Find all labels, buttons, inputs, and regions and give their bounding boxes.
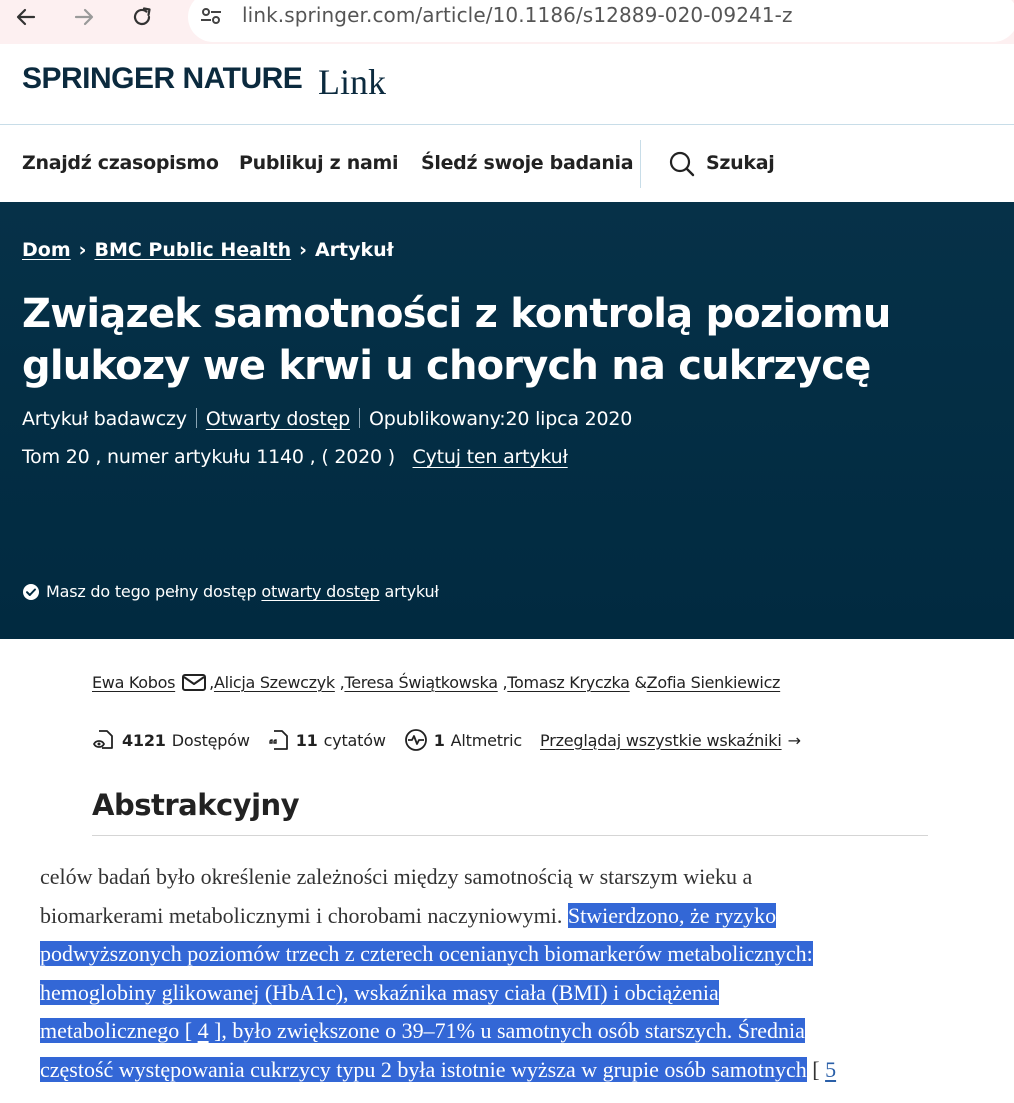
- author-separator: &: [634, 672, 647, 692]
- abstract-body: [40, 858, 980, 1089]
- site-header: [0, 44, 1014, 125]
- author-separator: ,: [209, 672, 214, 692]
- author-link[interactable]: Zofia Sienkiewicz: [646, 672, 781, 692]
- brand-logo[interactable]: SPRINGER NATURE: [22, 62, 303, 95]
- reference-link[interactable]: 4: [197, 1018, 209, 1043]
- abstract-line: [40, 974, 980, 1013]
- title-line: glukozy we krwi u chorych na cukrzycę: [22, 343, 871, 389]
- selected-text-part: ], było zwiększone o 39–71% u samotnych osób starszych. Średnia: [208, 1018, 805, 1043]
- selected-text-part: metabolicznego [: [40, 1018, 198, 1043]
- accesses-value: 4121: [122, 730, 166, 750]
- divider: [359, 408, 360, 428]
- arrow-left-icon: [15, 6, 37, 28]
- title-line: Związek samotności z kontrolą poziomu: [22, 291, 891, 337]
- divider: [196, 408, 197, 428]
- citation-meta: [22, 446, 568, 468]
- abstract-line: [40, 897, 980, 936]
- cite-article-link[interactable]: Cytuj ten artykuł: [412, 446, 568, 468]
- article-type: Artykuł badawczy: [22, 408, 187, 430]
- arrow-right-icon: [73, 6, 95, 28]
- view-all-metrics-link[interactable]: Przeglądaj wszystkie wskaźniki: [540, 730, 782, 750]
- access-notice: [22, 582, 439, 601]
- article-hero: [0, 202, 1014, 639]
- author-link[interactable]: Teresa Świątkowska: [344, 672, 498, 692]
- nav-track-research[interactable]: Śledź swoje badania: [421, 152, 634, 174]
- breadcrumb-home[interactable]: Dom: [22, 239, 71, 261]
- abstract-heading: Abstrakcyjny: [92, 788, 300, 822]
- abstract-line: [40, 1012, 980, 1051]
- browser-toolbar: [0, 0, 1014, 44]
- abstract-text: celów badań było określenie zależności między samotnością w starszym wieku a: [40, 864, 753, 889]
- citations-label: cytatów: [323, 730, 386, 750]
- accesses-label: Dostępów: [171, 730, 250, 750]
- author-link[interactable]: Ewa Kobos: [92, 672, 176, 692]
- nav-find-journal[interactable]: Znajdź czasopismo: [22, 152, 219, 174]
- altmetric-icon: [404, 728, 428, 752]
- author-list: [92, 672, 780, 692]
- abstract-text: [: [806, 1056, 826, 1082]
- page-title: [22, 288, 962, 392]
- accesses-metric: [92, 728, 250, 752]
- open-access-link[interactable]: Otwarty dostęp: [205, 408, 350, 430]
- reference-link[interactable]: 5: [825, 1056, 837, 1082]
- abstract-text: biomarkerami metabolicznymi i chorobami naczyniowymi.: [40, 902, 568, 928]
- article-meta: [22, 408, 632, 430]
- access-notice-suffix: artykuł: [384, 582, 439, 601]
- forward-button[interactable]: [64, 0, 104, 34]
- search-button-label[interactable]: Szukaj: [706, 152, 775, 174]
- envelope-icon[interactable]: [181, 672, 207, 692]
- nav-divider: [640, 140, 641, 188]
- breadcrumb-journal[interactable]: BMC Public Health: [94, 239, 292, 261]
- author-link[interactable]: Tomasz Kryczka: [507, 672, 630, 692]
- breadcrumb: [22, 239, 394, 261]
- author-link[interactable]: Alicja Szewczyk: [213, 672, 335, 692]
- main-navigation: [0, 126, 1014, 202]
- altmetric-label: Altmetric: [450, 730, 523, 750]
- check-circle-icon: [22, 583, 40, 601]
- altmetric-metric: [404, 728, 522, 752]
- abstract-line: [40, 1051, 980, 1090]
- citations-metric: [268, 728, 386, 752]
- selected-text: częstość występowania cukrzycy typu 2 była istotnie wyższa w grupie osób samotnych: [40, 1056, 807, 1082]
- reload-button[interactable]: [122, 0, 162, 34]
- published-date: Opublikowany:20 lipca 2020: [368, 408, 633, 430]
- nav-publish-with-us[interactable]: Publikuj z nami: [239, 152, 399, 174]
- volume-info: Tom 20 , numer artykułu 1140 , ( 2020 ): [22, 446, 395, 468]
- article-metrics: [92, 728, 801, 752]
- reload-icon: [131, 6, 153, 28]
- breadcrumb-current: Artykuł: [314, 239, 394, 261]
- altmetric-value: 1: [433, 730, 445, 750]
- back-button[interactable]: [6, 0, 46, 34]
- selected-text: podwyższonych poziomów trzech z czterech ocenianych biomarkerów metabolicznych:: [40, 941, 813, 966]
- selected-text: hemoglobiny glikowanej (HbA1c), wskaźnika masy ciała (BMI) i obciążenia: [40, 979, 719, 1005]
- access-notice-text: Masz do tego pełny dostęp: [46, 582, 257, 601]
- abstract-line: [40, 935, 980, 974]
- author-separator: ,: [339, 672, 345, 692]
- citation-document-icon: [268, 728, 290, 752]
- arrow-right-icon: →: [787, 730, 801, 750]
- tune-icon[interactable]: [196, 2, 226, 30]
- selected-text: [40, 1018, 805, 1043]
- url-text[interactable]: link.springer.com/article/10.1186/s12889-020-09241-z: [242, 3, 793, 27]
- access-notice-link[interactable]: otwarty dostęp: [261, 582, 380, 601]
- selected-text: Stwierdzono, że ryzyko: [567, 902, 777, 928]
- section-divider: [92, 835, 928, 836]
- brand-link-text[interactable]: Link: [318, 62, 386, 102]
- eye-document-icon: [92, 728, 116, 752]
- citations-value: 11: [295, 730, 318, 750]
- chevron-right-icon: ›: [299, 239, 307, 261]
- search-icon[interactable]: [668, 150, 696, 178]
- chevron-right-icon: ›: [78, 239, 87, 261]
- abstract-line: [40, 858, 980, 897]
- author-separator: ,: [502, 672, 508, 692]
